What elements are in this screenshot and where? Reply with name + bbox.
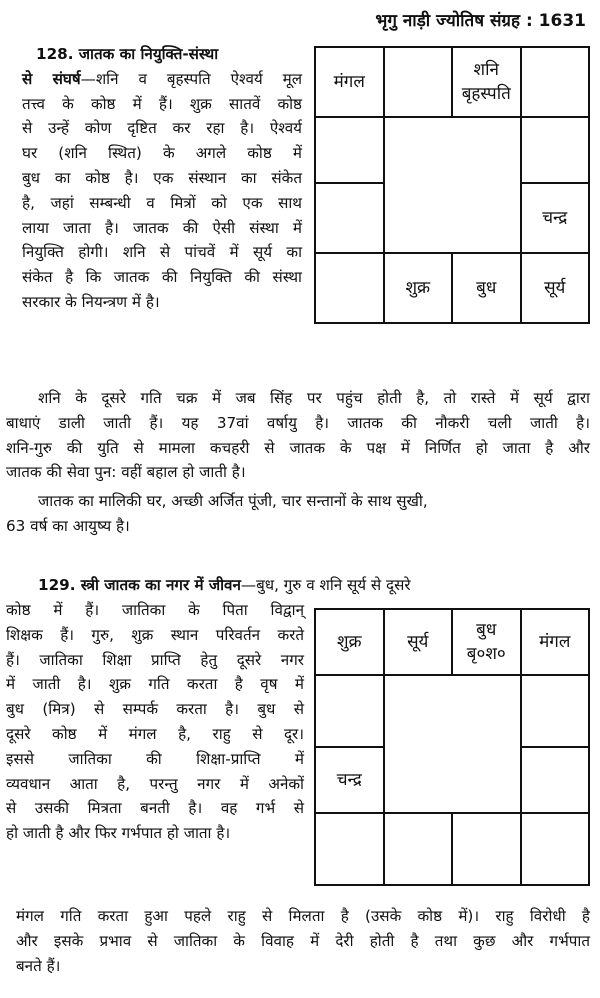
text-line: शनि-गुरु की युति से मामला कचहरी से जातक के पक्ष में निर्णित हो जाता है और bbox=[6, 438, 590, 457]
chart-cell bbox=[384, 813, 453, 885]
chart-cell: मंगल bbox=[315, 47, 384, 117]
section-128-title-line1: 128. जातक का नियुक्ति-संस्था bbox=[36, 45, 219, 63]
horoscope-chart-128 bbox=[314, 46, 590, 324]
chart-cell: शुक्र bbox=[315, 609, 384, 675]
text-line: हैं। जातिका शिक्षा प्राप्ति हेतु दूसरे नगर bbox=[6, 650, 304, 669]
chart-cell bbox=[521, 813, 590, 885]
chart-cell: चन्द्र bbox=[315, 747, 384, 813]
chart-cell bbox=[315, 183, 384, 253]
text-line: शनि के दूसरे गति चक्र में जब सिंह पर पहुंच होती है, तो रास्ते में सूर्य द्वारा bbox=[38, 389, 590, 407]
chart-cell: मंगल bbox=[521, 609, 590, 675]
chart-center bbox=[384, 675, 521, 813]
chart-center bbox=[384, 117, 521, 253]
text-line: घर (शनि स्थित) के अगले कोष्ठ में bbox=[22, 144, 302, 163]
section-129-title bbox=[38, 573, 590, 598]
section-129-heading: 129. स्त्री जातक का नगर में जीवन bbox=[38, 576, 241, 594]
text-line: दूसरे कोष्ठ में मंगल है, राहु से दूर। bbox=[6, 724, 304, 743]
section-128-title-line2: से संघर्ष—शनि व बृहस्पति ऐश्वर्य मूल bbox=[22, 69, 303, 88]
text-line: इससे जातिका की शिक्षा-प्राप्ति में bbox=[6, 749, 304, 768]
text-line: बुध (मित्र) से सम्पर्क करता है। बुध से bbox=[6, 700, 304, 719]
text-line: जातक का मालिकी घर, अच्छी अर्जित पूंजी, चार सन्तानों के साथ सुखी, bbox=[38, 492, 428, 511]
chart-cell: सूर्य bbox=[521, 253, 590, 323]
chart-cell bbox=[315, 675, 384, 747]
text-line: 63 वर्ष का आयुष्य है। bbox=[6, 516, 130, 535]
text-line: लाया जाता है। जातक की ऐसी संस्था में bbox=[22, 218, 302, 237]
section-129-text bbox=[6, 598, 304, 846]
chart-cell: बुध bbox=[452, 253, 521, 323]
text-line: जातक की सेवा पुन: वहीं बहाल हो जाती है। bbox=[6, 463, 246, 482]
text-line: बनते हैं। bbox=[16, 956, 61, 975]
text-line: संकेत है कि जातक की नियुक्ति की संस्था bbox=[22, 268, 302, 287]
chart-cell bbox=[521, 747, 590, 813]
text-line: नियुक्ति होगी। शनि से पांचवें में सूर्य का bbox=[22, 243, 302, 262]
chart-cell bbox=[384, 47, 453, 117]
text-line: सरकार के नियन्त्रण में है। bbox=[22, 292, 160, 311]
text-line: बाधाएं डाली जाती हैं। यह 37वां वर्षायु है। जातक की नौकरी चली जाती है। bbox=[6, 413, 590, 432]
text-line: बुध का कोष्ठ है। एक संस्थान का संकेत bbox=[22, 168, 302, 187]
running-header: भृगु नाड़ी ज्योतिष संग्रह : 1631 bbox=[375, 11, 586, 31]
chart-cell: बुध बृ०श० bbox=[452, 609, 521, 675]
text-line: तत्त्व के कोष्ठ में हैं। शुक्र सातवें कोष्ठ bbox=[22, 94, 302, 113]
section-129-continuation bbox=[6, 904, 590, 978]
chart-cell bbox=[521, 47, 590, 117]
chart-cell bbox=[315, 813, 384, 885]
chart-cell: चन्द्र bbox=[521, 183, 590, 253]
text-line: और इसके प्रभाव से जातिका के विवाह में देरी होती है तथा कुछ और गर्भपात bbox=[16, 931, 590, 950]
chart-cell bbox=[521, 117, 590, 183]
section-128-continuation bbox=[6, 386, 590, 539]
chart-cell: शुक्र bbox=[384, 253, 453, 323]
section-128-text bbox=[22, 42, 302, 315]
horoscope-chart-129 bbox=[314, 608, 590, 886]
chart-cell bbox=[452, 813, 521, 885]
chart-cell bbox=[315, 253, 384, 323]
text-line: हो जाती है और फिर गर्भपात हो जाता है। bbox=[6, 824, 231, 843]
text-line: में जाती है। शुक्र गति करता है वृष में bbox=[6, 675, 304, 694]
chart-cell: शनि बृहस्पति bbox=[452, 47, 521, 117]
text-line: से उसकी मित्रता बनती है। वह गर्भ से bbox=[6, 799, 304, 818]
text-line: है, जहां सम्बन्धी व मित्रों को एक साथ bbox=[22, 193, 302, 212]
text-line: व्यवधान आता है, परन्तु नगर में अनेकों bbox=[6, 774, 304, 793]
text-line: मंगल गति करता हुआ पहले राहु से मिलता है (उसके कोष्ठ में)। राहु विरोधी है bbox=[16, 907, 590, 925]
chart-cell bbox=[315, 117, 384, 183]
chart-cell: सूर्य bbox=[384, 609, 453, 675]
chart-cell bbox=[521, 675, 590, 747]
text-line: से उन्हें कोण दृष्टित कर रहा है। ऐश्वर्य bbox=[22, 119, 302, 138]
text-line: शिक्षक हैं। गुरु, शुक्र स्थान परिवर्तन करते bbox=[6, 625, 304, 644]
section-129-heading-rest: —बुध, गुरु व शनि सूर्य से दूसरे bbox=[240, 576, 411, 594]
text-line: कोष्ठ में हैं। जातिका के पिता विद्वान् bbox=[6, 601, 304, 619]
